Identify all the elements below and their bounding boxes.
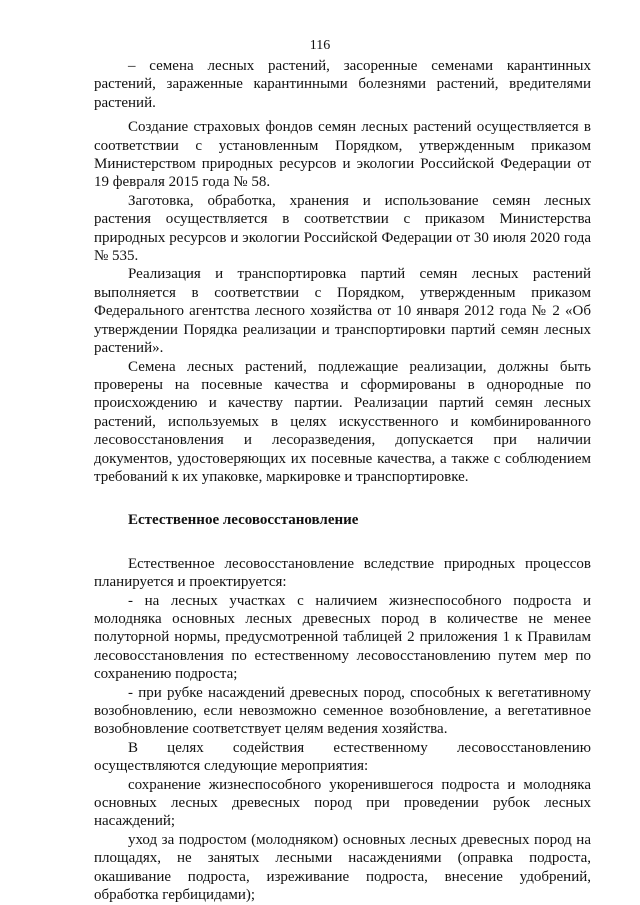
section-heading: Естественное лесовосстановление xyxy=(128,512,359,529)
paragraph-assistance-measures: В целях содействия естественному лесовосстановлению осуществляются следующие мероприятия: xyxy=(94,739,591,775)
paragraph-seed-transport: Реализация и транспортировка партий семян лесных растений выполняется в соответствии с Порядком, утвержденным приказом Федерального агентства лесного хозяйства от 10 января 2012 года № 2 «Об утверждении Порядка реализации и транспортировки партий семян лесных растений». xyxy=(94,266,591,357)
list-item-preservation: сохранение жизнеспособного укоренившегося подроста и молодняка основных лесных древесных пород при проведении рубок лесных насаждений; xyxy=(94,776,591,830)
page-number: 116 xyxy=(309,38,331,53)
paragraph-seeds-contaminated: – семена лесных растений, засоренные семенами карантинных растений, зараженные карантинными болезнями растений, вредителями растений. xyxy=(94,58,591,111)
paragraph-seed-quality: Семена лесных растений, подлежащие реализации, должны быть проверены на посевные качества и сформированы в однородные по происхождению и качеству партии. Реализации партий семян лесных растений, используемых в целях искусственного и комбинированного лесовосстановления и лесоразведения, допускается при наличии документов, удостоверяющих их посевные качества, а также с соблюдением требований к их упаковке, маркировке и транспортировке. xyxy=(94,358,591,485)
paragraph-insurance-funds: Создание страховых фондов семян лесных растений осуществляется в соответствии с установленным Порядком, утвержденным приказом Министерством природных ресурсов и экологии Российской Федерации от 19 февраля 2015 года № 58. xyxy=(94,119,591,191)
list-item-vegetative: - при рубке насаждений древесных пород, способных к вегетативному возобновлению, если невозможно семенное возобновление, а вегетативное возобновление соответствует целям ведения хозяйства. xyxy=(94,684,591,738)
list-item-care: уход за подростом (молодняком) основных лесных древесных пород на площадях, не занятых лесными насаждениями (оправка подроста, окашивание подроста, изреживание подроста, внесение удобрений, обработка гербицидами); xyxy=(94,831,591,904)
list-item-undergrowth: - на лесных участках с наличием жизнеспособного подроста и молодняка основных лесных древесных пород в количестве не менее полуторной нормы, предусмотренной таблицей 2 приложения 1 к Правилам лесовосстановления по естественному лесовосстановлению путем мер по сохранению подроста; xyxy=(94,592,591,683)
paragraph-natural-regeneration-intro: Естественное лесовосстановление вследствие природных процессов планируется и проектируется: xyxy=(94,555,591,591)
document-body xyxy=(94,57,591,904)
paragraph-seed-procurement: Заготовка, обработка, хранения и использование семян лесных растения осуществляется в соответствии с приказом Министерства природных ресурсов и экологии Российской Федерации от 30 июля 2020 года № 535. xyxy=(94,192,591,265)
